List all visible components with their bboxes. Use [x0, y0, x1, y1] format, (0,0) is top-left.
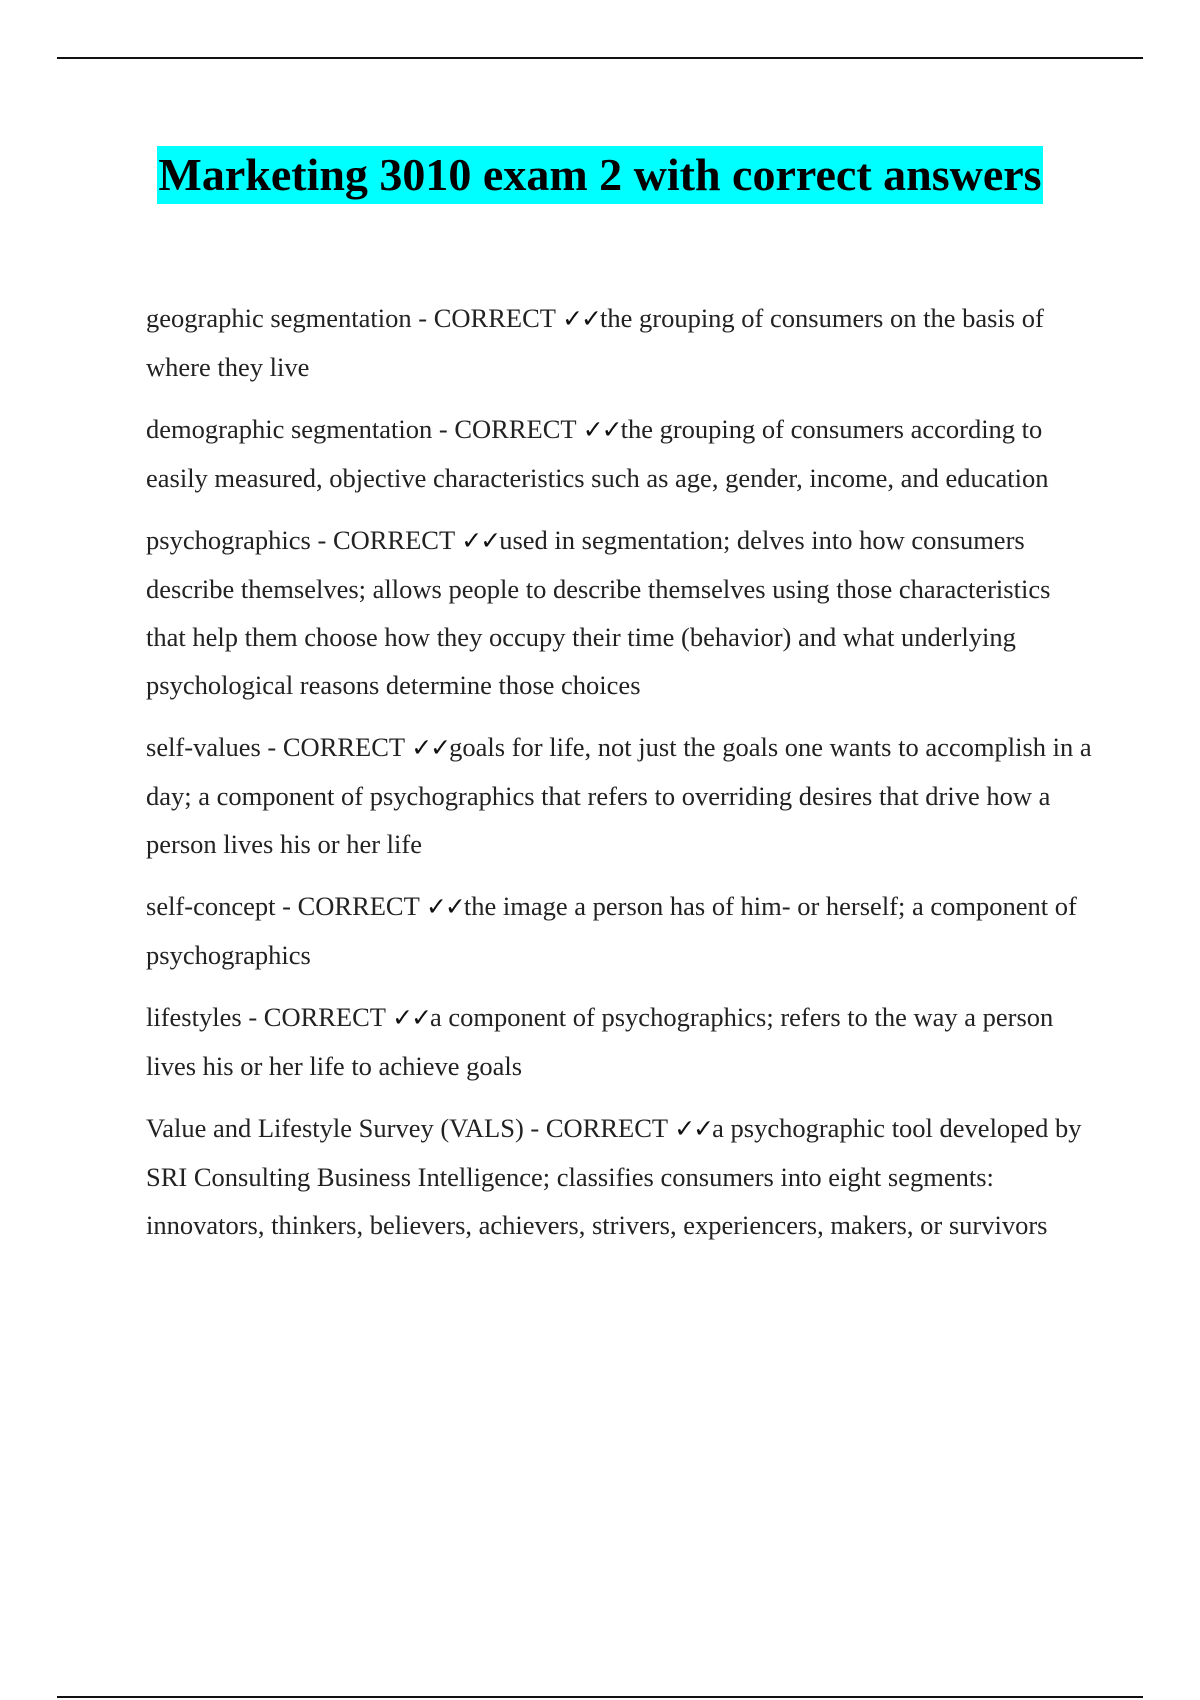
answer-label: CORRECT — [454, 414, 577, 444]
entry-vals — [146, 1104, 1092, 1249]
entry-definition: used in segmentation; delves into how consumers describe themselves; allows people to describe themselves using those characteristics that help them choose how they occupy their time (behavior) and what underlying psychological reasons determine those choices — [146, 525, 1051, 700]
entry-separator: - — [275, 891, 298, 921]
entry-definition: a component of psychographics; refers to the way a person lives his or her life to achieve goals — [146, 1002, 1054, 1081]
entry-separator: - — [260, 732, 283, 762]
top-divider — [57, 57, 1143, 59]
entry-demographic-segmentation — [146, 405, 1092, 502]
double-check-icon: ✓✓ — [461, 526, 500, 555]
double-check-icon: ✓✓ — [582, 415, 621, 444]
entry-separator: - — [310, 525, 333, 555]
answer-label: CORRECT — [433, 303, 556, 333]
entry-psychographics — [146, 516, 1092, 709]
answer-label: CORRECT — [545, 1113, 668, 1143]
entry-definition: the grouping of consumers according to easily measured, objective characteristics such as age, gender, income, and education — [146, 414, 1049, 493]
entry-term: self-concept — [146, 891, 276, 921]
double-check-icon: ✓✓ — [411, 733, 450, 762]
double-check-icon: ✓✓ — [392, 1003, 431, 1032]
entry-separator: - — [432, 414, 455, 444]
entry-definition: the grouping of consumers on the basis of where they live — [146, 303, 1044, 382]
entry-geographic-segmentation — [146, 294, 1092, 391]
entry-term: lifestyles — [146, 1002, 242, 1032]
entry-term: geographic segmentation — [146, 303, 412, 333]
entry-definition: goals for life, not just the goals one wants to accomplish in a day; a component of psychographics that refers to overriding desires that drive how a person lives his or her life — [146, 732, 1092, 859]
entry-separator: - — [523, 1113, 546, 1143]
entry-self-values — [146, 723, 1092, 868]
entry-self-concept — [146, 882, 1092, 979]
title-block — [0, 146, 1200, 204]
answer-label: CORRECT — [297, 891, 420, 921]
entry-definition: a psychographic tool developed by SRI Consulting Business Intelligence; classifies consumers into eight segments: innovators, thinkers, believers, achievers, strivers, experiencers, makers, or survivors — [146, 1113, 1082, 1240]
entry-definition: the image a person has of him- or herself; a component of psychographics — [146, 891, 1077, 970]
answer-label: CORRECT — [332, 525, 455, 555]
double-check-icon: ✓✓ — [562, 304, 600, 333]
entry-term: self-values — [146, 732, 261, 762]
double-check-icon: ✓✓ — [674, 1114, 713, 1143]
answer-label: CORRECT — [282, 732, 405, 762]
entry-separator: - — [241, 1002, 264, 1032]
document-title: Marketing 3010 exam 2 with correct answers — [157, 146, 1042, 204]
entry-list — [146, 294, 1092, 1263]
bottom-divider — [57, 1696, 1143, 1698]
entry-lifestyles — [146, 993, 1092, 1090]
double-check-icon: ✓✓ — [425, 892, 464, 921]
entry-term: demographic segmentation — [146, 414, 433, 444]
answer-label: CORRECT — [263, 1002, 386, 1032]
entry-term: Value and Lifestyle Survey (VALS) — [146, 1113, 524, 1143]
entry-separator: - — [411, 303, 434, 333]
entry-term: psychographics — [146, 525, 311, 555]
